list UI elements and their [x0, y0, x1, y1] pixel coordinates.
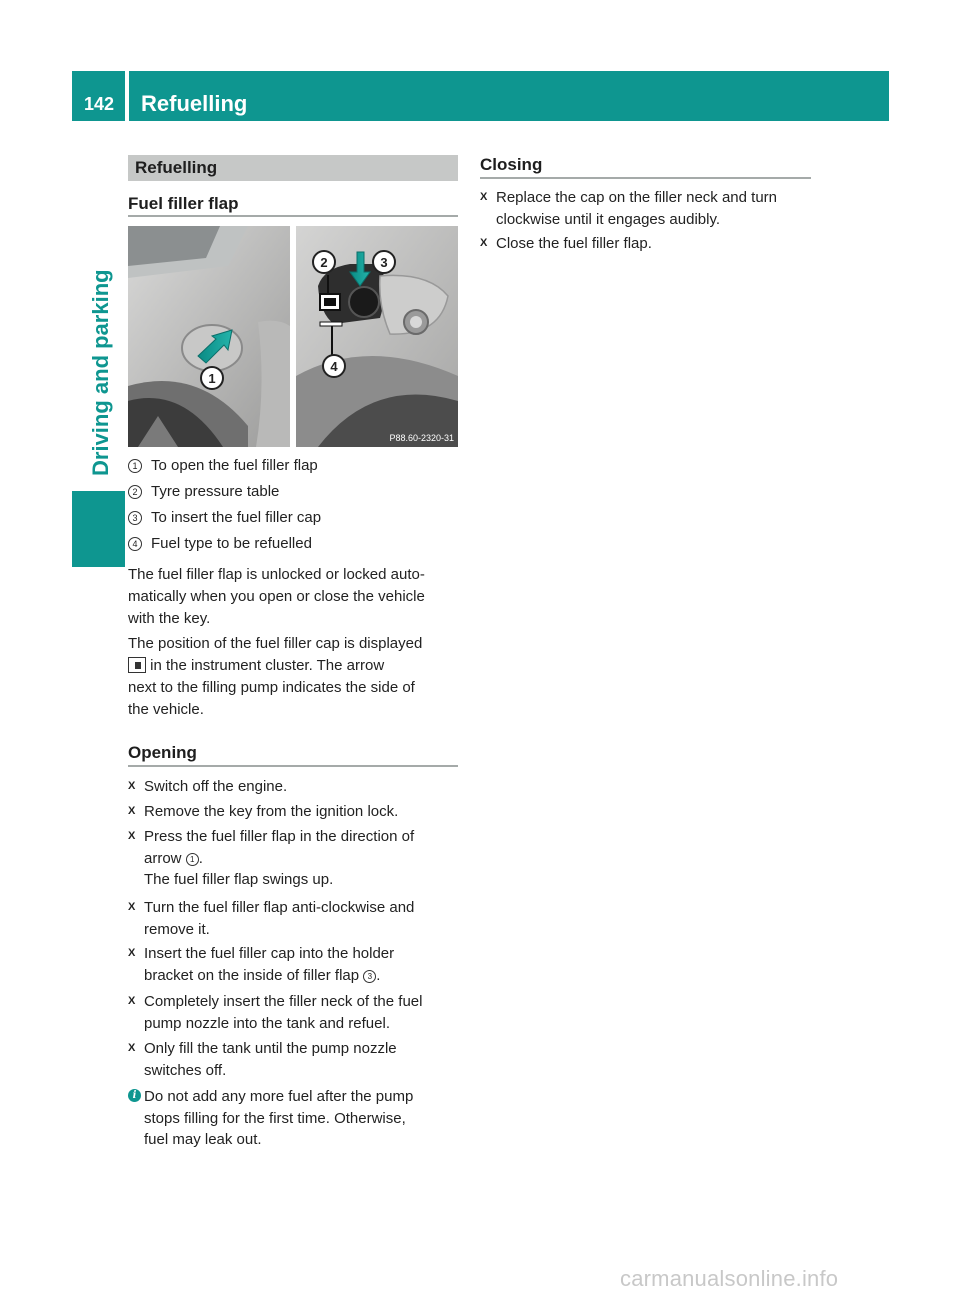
heading-rule [128, 765, 458, 767]
opening-step: X Turn the fuel filler flap anti-clockwise and remove it. [128, 899, 415, 938]
closing-step: X Replace the cap on the filler neck and turn clockwise until it engages audibly. [480, 189, 778, 228]
legend-item: 1 To open the fuel filler flap [128, 455, 318, 477]
opening-step: X Switch off the engine. [128, 776, 287, 798]
callout-3-label: 3 [380, 255, 388, 270]
opening-step: X Press the fuel filler flap in the direction of arrow 1 . The fuel filler flap swings up. [128, 828, 415, 889]
chapter-tab-block [72, 491, 125, 567]
paragraph-line: in the instrument cluster. The arrow [128, 655, 384, 677]
opening-heading: Opening [128, 743, 197, 762]
reference-number: 1 [186, 853, 199, 866]
paragraph-line: matically when you open or close the vehicle [128, 588, 425, 605]
callout-4-label: 4 [330, 359, 338, 374]
page-number: 142 [84, 94, 115, 114]
opening-step: X Completely insert the filler neck of the fuel pump nozzle into the tank and refuel. [128, 993, 423, 1032]
fuel-flap-photo [128, 226, 458, 447]
paragraph-line: with the key. [128, 610, 211, 627]
step-arrow-icon: X [480, 191, 488, 203]
fuel-filler-flap-heading: Fuel filler flap [128, 194, 239, 213]
step-arrow-icon: X [128, 901, 136, 913]
section-title-bar: Refuelling [128, 155, 458, 181]
legend-item: 2 Tyre pressure table [128, 481, 279, 503]
legend-item: 3 To insert the fuel filler cap [128, 507, 321, 529]
step-result: The fuel filler flap swings up. [144, 871, 334, 889]
info-icon: i [128, 1089, 141, 1102]
step-arrow-icon: X [128, 805, 136, 817]
header-divider [125, 71, 129, 121]
step-arrow-icon: X [128, 830, 136, 842]
info-note: i Do not add any more fuel after the pump stops filling for the first time. Otherwise, fuel may leak out. [128, 1086, 460, 1151]
closing-heading: Closing [480, 155, 543, 174]
closing-step: X Close the fuel filler flap. [480, 233, 652, 255]
photo-code: P88.60-2320-31 [389, 433, 454, 443]
paragraph-line: the vehicle. [128, 701, 204, 718]
header-title: Refuelling [141, 91, 248, 116]
heading-rule [128, 215, 458, 217]
reference-number: 3 [363, 970, 376, 983]
callout-2-label: 2 [320, 255, 328, 270]
paragraph-line: The fuel filler flap is unlocked or locked auto- [128, 566, 425, 583]
paragraph-line: The position of the fuel filler cap is displayed [128, 635, 423, 652]
heading-rule [480, 177, 811, 179]
step-arrow-icon: X [480, 237, 488, 249]
legend-item: 4 Fuel type to be refuelled [128, 533, 312, 555]
step-arrow-icon: X [128, 995, 136, 1007]
opening-step: X Insert the fuel filler cap into the holder bracket on the inside of filler flap 3 . [128, 945, 395, 984]
opening-step: X Remove the key from the ignition lock. [128, 801, 398, 823]
chapter-tab-label: Driving and parking [88, 269, 113, 476]
watermark: carmanualsonline.info [620, 1266, 839, 1291]
step-arrow-icon: X [128, 947, 136, 959]
step-arrow-icon: X [128, 1042, 136, 1054]
callout-1-label: 1 [208, 371, 216, 386]
paragraph-line: next to the filling pump indicates the side of [128, 679, 415, 696]
opening-step: X Only fill the tank until the pump nozzle switches off. [128, 1040, 397, 1079]
step-arrow-icon: X [128, 780, 136, 792]
fuel-pump-icon [128, 657, 146, 673]
